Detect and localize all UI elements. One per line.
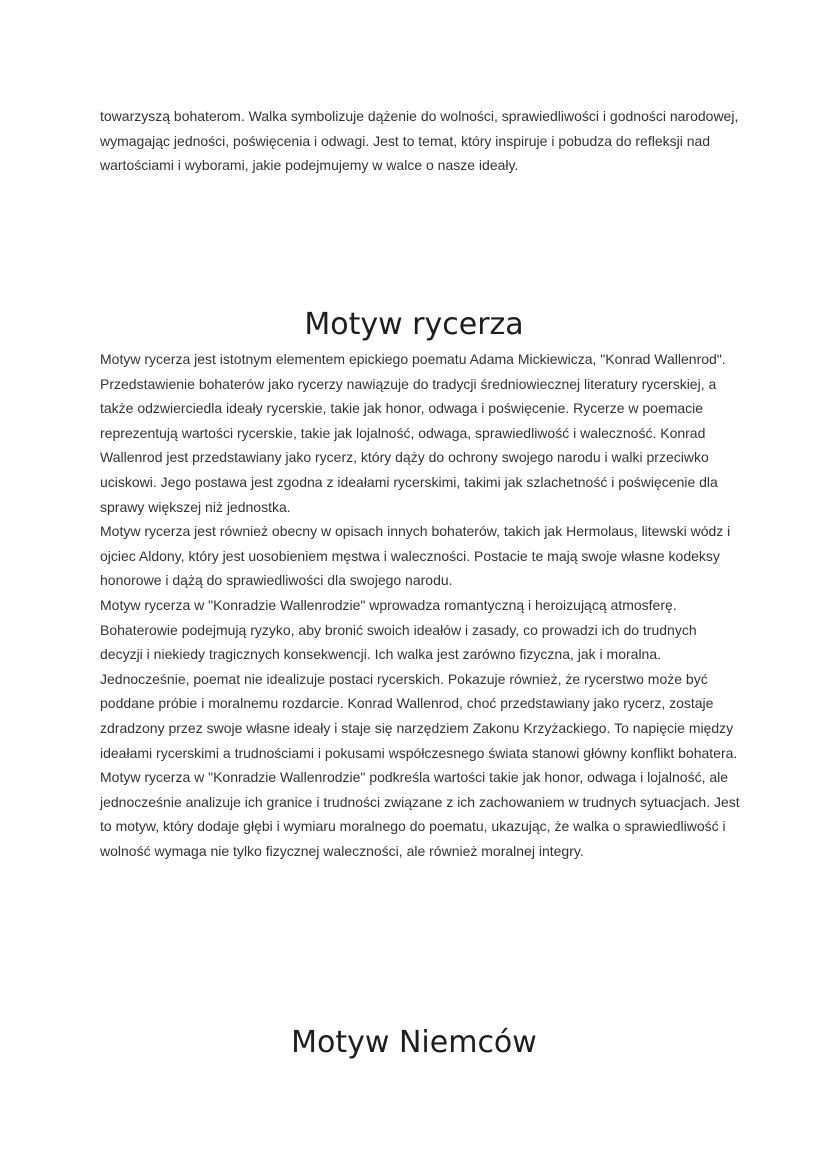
intro-paragraph: towarzyszą bohaterom. Walka symbolizuje dążenie do wolności, sprawiedliwości i godności narodowej, wymagając jedności, poświęcenia i odwagi. Jest to temat, który inspiruje i pobudza do refleksji nad wartościami i wyborami, jakie podejmujemy w walce o nasze ideały. bbox=[100, 108, 739, 173]
section-paragraph: Motyw rycerza jest istotnym elementem epickiego poematu Adama Mickiewicza, "Konrad Wallenrod". Przedstawienie bohaterów jako rycerzy nawiązuje do tradycji średniowiecznej literatury rycerskiej, a także odzwierciedla ideały rycerskie, takie jak honor, odwaga i poświęcenie. Rycerze w poemacie reprezentują wartości rycerskie, takie jak lojalność, odwaga, sprawiedliwość i waleczność. Konrad Wallenrod jest przedstawiany jako rycerz, który dąży do ochrony swojego narodu i walki przeciwko uciskowi. Jego postawa jest zgodna z ideałami rycerskimi, takimi jak szlachetność i poświęcenie dla sprawy większej niż jednostka. bbox=[100, 351, 726, 515]
section-paragraph: Motyw rycerza w "Konradzie Wallenrodzie" wprowadza romantyczną i heroizującą atmosferę. Bohaterowie podejmują ryzyko, aby bronić swoich ideałów i zasady, co prowadzi ich do trudnych decyzji i niekiedy tragicznych konsekwencji. Ich walka jest zarówno fizyczna, jak i moralna. Jednocześnie, poemat nie idealizuje postaci rycerskich. Pokazuje również, że rycerstwo może być poddane próbie i moralnemu rozdarcie. Konrad Wallenrod, choć przedstawiany jako rycerz, zostaje zdradzony przez swoje własne ideały i staje się narzędziem Zakonu Krzyżackiego. To napięcie między ideałami rycerskimi a trudnościami i pokusami współczesnego świata stanowi główny konflikt bohatera. bbox=[100, 596, 738, 761]
section-heading-motyw-rycerza: Motyw rycerza bbox=[304, 307, 524, 342]
section-body-motyw-rycerza bbox=[100, 347, 740, 863]
section-heading-motyw-niemcow: Motyw Niemców bbox=[291, 1025, 537, 1060]
section-paragraph: Motyw rycerza jest również obecny w opisach innych bohaterów, takich jak Hermolaus, litewski wódz i ojciec Aldony, który jest uosobieniem męstwa i waleczności. Postacie te mają swoje własne kodeksy honorowe i dążą do sprawiedliwości dla swojego narodu. bbox=[100, 523, 731, 589]
section-paragraph: Motyw rycerza w "Konradzie Wallenrodzie" podkreśla wartości takie jak honor, odwaga i lojalność, ale jednocześnie analizuje ich granice i trudności związane z ich zachowaniem w trudnych sytuacjach. Jest to motyw, który dodaje głębi i wymiaru moralnego do poematu, ukazując, że walka o sprawiedliwość i wolność wymaga nie tylko fizycznej waleczności, ale również moralnej integry. bbox=[100, 769, 740, 859]
